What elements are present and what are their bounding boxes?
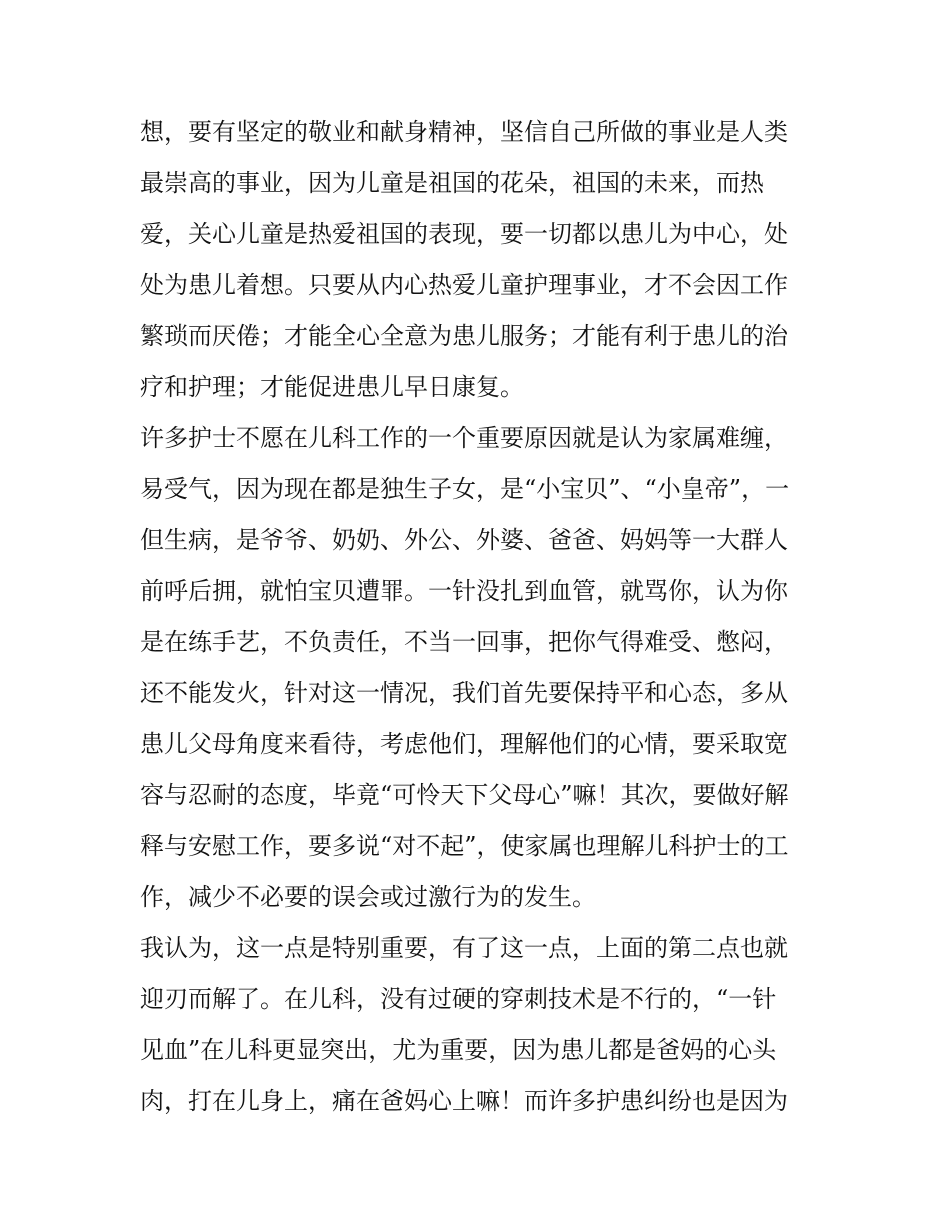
text-line: 释与安慰工作，要多说“对不起”，使家属也理解儿科护士的工 [140,832,789,860]
text-line: 爱，关心儿童是热爱祖国的表现，要一切都以患儿为中心，处 [140,220,788,248]
text-line: 患儿父母角度来看待，考虑他们，理解他们的心情，要采取宽 [140,730,788,758]
text-line: 繁琐而厌倦；才能全心全意为患儿服务；才能有利于患儿的治 [140,322,788,350]
text-line: 迎刃而解了。在儿科，没有过硬的穿刺技术是不行的，“一针 [140,985,777,1013]
text-line: 想，要有坚定的敬业和献身精神，坚信自己所做的事业是人类 [140,118,788,146]
text-line: 还不能发火，针对这一情况，我们首先要保持平和心态，多从 [140,679,788,707]
text-line: 易受气，因为现在都是独生子女，是“小宝贝”、“小皇帝”，一 [140,475,790,503]
text-line: 肉，打在儿身上，痛在爸妈心上嘛！而许多护患纠纷也是因为 [140,1087,788,1115]
text-line: 前呼后拥，就怕宝贝遭罪。一针没扎到血管，就骂你，认为你 [140,577,788,605]
text-line: 作，减少不必要的误会或过激行为的发生。 [140,883,596,911]
text-line: 许多护士不愿在儿科工作的一个重要原因就是认为家属难缠， [140,424,788,452]
text-line: 我认为，这一点是特别重要，有了这一点，上面的第二点也就 [140,934,788,962]
text-line: 见血”在儿科更显突出，尤为重要，因为患儿都是爸妈的心头 [140,1036,777,1064]
text-line: 处为患儿着想。只要从内心热爱儿童护理事业，才不会因工作 [140,271,788,299]
text-line: 最崇高的事业，因为儿童是祖国的花朵，祖国的未来，而热 [140,169,764,197]
text-line: 是在练手艺，不负责任，不当一回事，把你气得难受、憋闷， [140,628,788,656]
text-line: 容与忍耐的态度，毕竟“可怜天下父母心”嘛！其次，要做好解 [140,781,789,809]
body-text [140,107,820,1127]
text-line: 但生病，是爷爷、奶奶、外公、外婆、爸爸、妈妈等一大群人 [140,526,788,554]
text-line: 疗和护理；才能促进患儿早日康复。 [140,373,524,401]
